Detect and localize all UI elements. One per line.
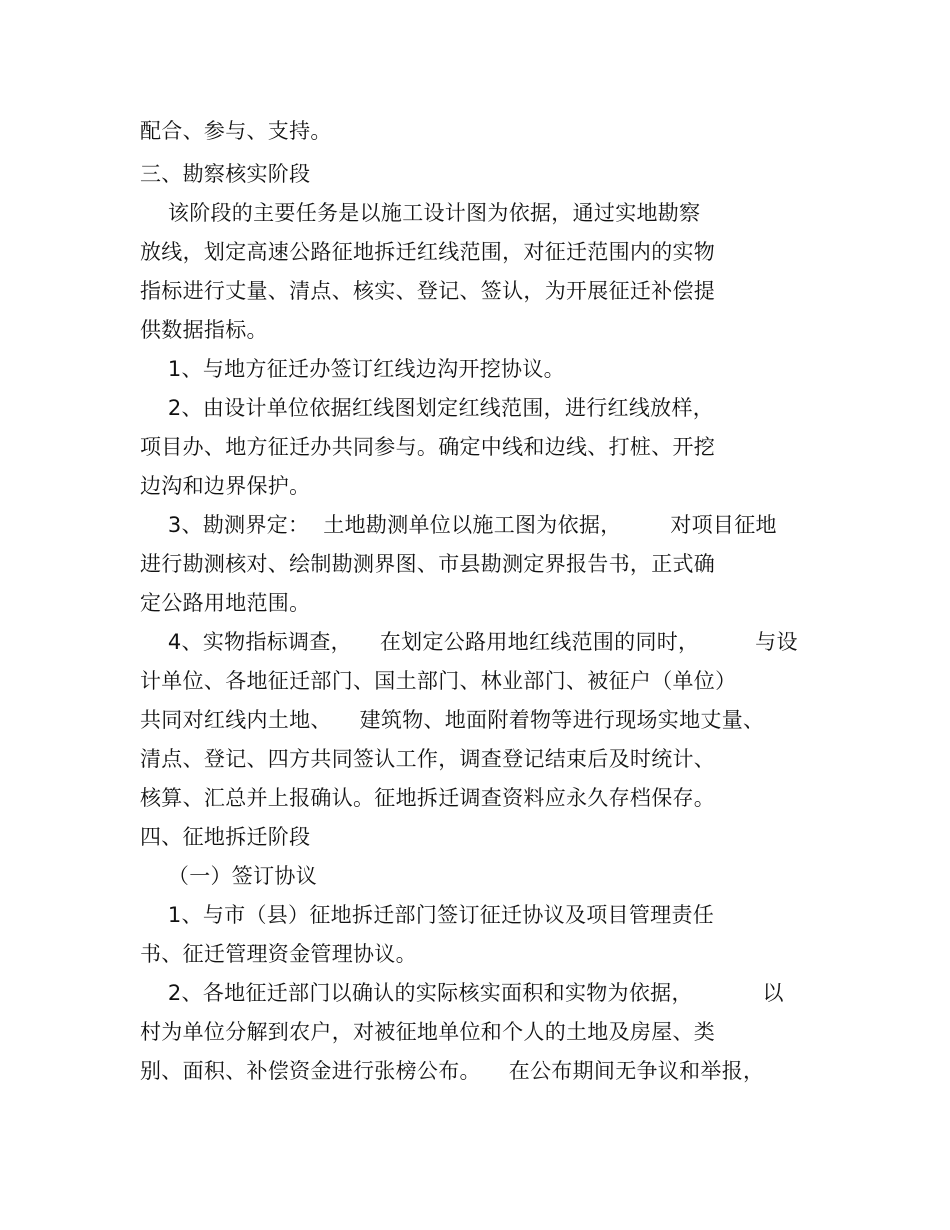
text-line: 进行勘测核对、绘制勘测界图、市县勘测定界报告书，正式确 — [140, 552, 716, 576]
text-line: 定公路用地范围。 — [140, 591, 311, 615]
text-line: 别、面积、补偿资金进行张榜公布。 在公布期间无争议和举报， — [140, 1059, 765, 1083]
text-line: 指标进行丈量、清点、核实、登记、签认，为开展征迁补偿提 — [140, 279, 716, 303]
text-line: 2、各地征迁部门以确认的实际核实面积和实物为依据， 以 — [140, 981, 784, 1005]
text-line: 2、由设计单位依据红线图划定红线范围，进行红线放样， — [140, 396, 715, 420]
text-line: 村为单位分解到农户，对被征地单位和个人的土地及房屋、类 — [140, 1020, 716, 1044]
text-line: 4、实物指标调查， 在划定公路用地红线范围的同时， 与设 — [140, 630, 798, 654]
text-line: 3、勘测界定： 土地勘测单位以施工图为依据， 对项目征地 — [140, 513, 777, 537]
text-line: 1、与地方征迁办签订红线边沟开挖协议。 — [140, 357, 565, 381]
section-heading: 三、勘察核实阶段 — [140, 162, 311, 186]
text-line: 核算、汇总并上报确认。征地拆迁调查资料应永久存档保存。 — [140, 786, 716, 810]
text-line: 项目办、地方征迁办共同参与。确定中线和边线、打桩、开挖 — [140, 435, 716, 459]
text-line: 该阶段的主要任务是以施工设计图为依据，通过实地勘察 — [140, 201, 701, 225]
text-line: 供数据指标。 — [140, 318, 268, 342]
subsection-heading: （一）签订协议 — [140, 864, 318, 888]
text-line: 1、与市（县）征地拆迁部门签订征迁协议及项目管理责任 — [140, 903, 715, 927]
text-line: 放线，划定高速公路征地拆迁红线范围，对征迁范围内的实物 — [140, 240, 716, 264]
text-line: 计单位、各地征迁部门、国土部门、林业部门、被征户（单位） — [140, 669, 737, 693]
text-line: 清点、登记、四方共同签认工作，调查登记结束后及时统计、 — [140, 747, 716, 771]
text-line: 书、征迁管理资金管理协议。 — [140, 942, 417, 966]
text-line: 配合、参与、支持。 — [140, 119, 332, 143]
text-line: 共同对红线内土地、 建筑物、地面附着物等进行现场实地丈量、 — [140, 708, 765, 732]
text-line: 边沟和边界保护。 — [140, 474, 311, 498]
section-heading: 四、征地拆迁阶段 — [140, 825, 311, 849]
